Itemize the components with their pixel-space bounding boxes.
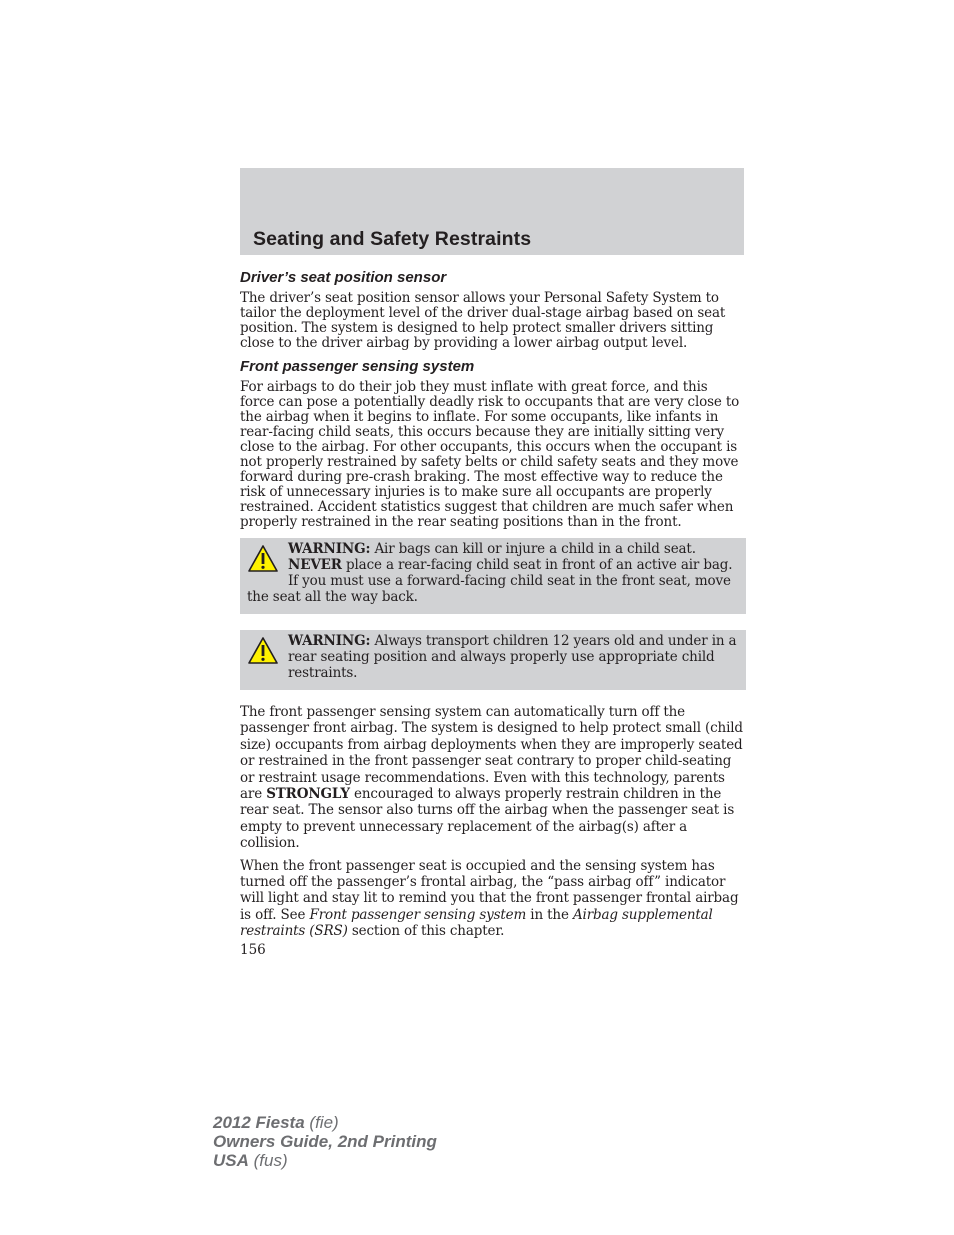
section-header-band bbox=[240, 168, 744, 255]
paragraph-indicator bbox=[240, 858, 746, 940]
text-fragment: in the bbox=[526, 906, 573, 923]
page-number: 156 bbox=[240, 941, 266, 958]
warning-triangle-icon bbox=[247, 544, 279, 574]
page-content bbox=[240, 268, 746, 959]
warning-label: WARNING: bbox=[288, 633, 371, 649]
warning-label: WARNING: bbox=[288, 541, 371, 557]
text-fragment: The front passenger sensing system can automatically turn off the passenger front airbag. The system is designed to help protect small (child size) occupants from airbag deployments when they are improperly seated or restrained in the front passenger seat contrary to proper child-seating or restraint usage recommendations. Even with this technology, parents are bbox=[240, 704, 743, 803]
paragraph-driver-sensor: The driver’s seat position sensor allows your Personal Safety System to tailor the deployment level of the driver dual-stage airbag based on seat position. The system is designed to help protect smaller drivers sitting close to the driver airbag by providing a lower airbag output level. bbox=[240, 290, 726, 351]
heading-driver-sensor: Driver’s seat position sensor bbox=[240, 269, 447, 286]
footer-line-model bbox=[213, 1113, 437, 1132]
warning-box-child-seat bbox=[240, 538, 746, 614]
warning-emphasis: NEVER bbox=[288, 557, 342, 573]
footer-market: USA bbox=[213, 1151, 249, 1170]
text-fragment: When the front passenger seat is occupied and the sensing system has turned off the passenger’s frontal airbag, the “pass airbag off” indicator will light and stay lit to remind you that the front passenger frontal airbag is off. See bbox=[240, 857, 739, 923]
emphasis-strongly: STRONGLY bbox=[266, 786, 350, 803]
footer-model-code: (fie) bbox=[304, 1113, 339, 1132]
warning-triangle-icon bbox=[247, 636, 279, 666]
cross-reference-section: Front passenger sensing system bbox=[309, 906, 527, 923]
warning-text-continued: place a rear-facing child seat in front of an active air bag. If you must use a forward-facing child seat in the front seat, move the seat all the way back. bbox=[247, 557, 733, 605]
footer-model: 2012 Fiesta bbox=[213, 1113, 305, 1132]
warning-text: Always transport children 12 years old and under in a rear seating position and always properly use appropriate child restraints. bbox=[288, 633, 737, 681]
text-fragment: section of this chapter. bbox=[347, 923, 505, 940]
warning-box-rear-seating bbox=[240, 630, 746, 690]
footer-line-market bbox=[213, 1151, 437, 1170]
paragraph-sensing-details bbox=[240, 704, 746, 852]
section-title: Seating and Safety Restraints bbox=[253, 228, 532, 250]
footer-printing: Owners Guide, 2nd Printing bbox=[213, 1132, 437, 1151]
heading-passenger-sensing: Front passenger sensing system bbox=[240, 358, 475, 375]
text-fragment: encouraged to always properly restrain children in the rear seat. The sensor also turns off the airbag when the passenger seat is empty to prevent unnecessary replacement of the airbag(s) after a collision. bbox=[240, 786, 735, 852]
document-footer bbox=[213, 1113, 437, 1170]
footer-market-code: (fus) bbox=[248, 1151, 288, 1170]
cross-reference-chapter: Airbag supplemental restraints (SRS) bbox=[240, 906, 713, 940]
warning-text: Air bags can kill or injure a child in a child seat. bbox=[370, 541, 696, 557]
paragraph-passenger-sensing: For airbags to do their job they must inflate with great force, and this force can pose a potentially deadly risk to occupants that are very close to the airbag when it begins to inflate. For some occupants, like infants in rear-facing child seats, this occurs because they are initially sitting very close to the airbag. For other occupants, this occurs when the occupant is not properly restrained by safety belts or child safety seats and they move forward during pre-crash braking. The most effective way to reduce the risk of unnecessary injuries is to make sure all occupants are properly restrained. Accident statistics suggest that children are much safer when properly restrained in the rear seating positions than in the front. bbox=[240, 379, 740, 530]
